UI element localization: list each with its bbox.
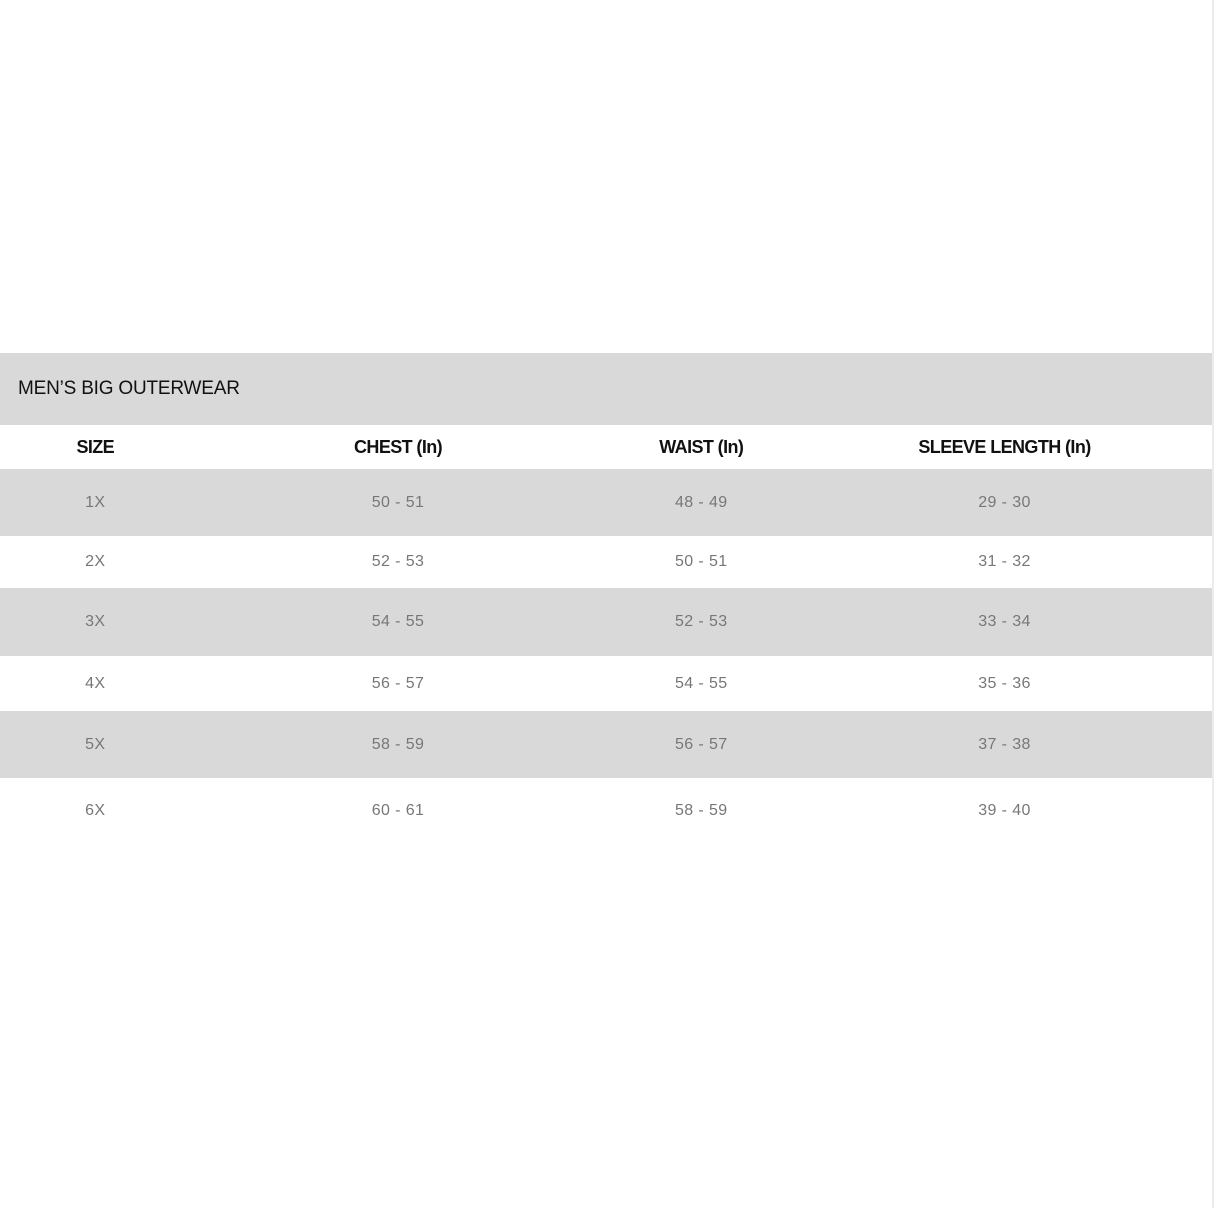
header-waist: WAIST (In): [659, 436, 744, 457]
cell-waist: 54 - 55: [674, 674, 728, 692]
cell-size: 3X: [85, 613, 106, 630]
cell-size: 4X: [85, 674, 106, 692]
table-title-bar: [0, 353, 1212, 425]
cell-size: 1X: [85, 493, 106, 511]
table-title: MEN’S BIG OUTERWEAR: [18, 378, 240, 399]
table-row: [0, 469, 1212, 536]
cell-chest: 60 - 61: [371, 802, 425, 819]
cell-waist: 48 - 49: [674, 493, 728, 511]
header-sleeve-length: SLEEVE LENGTH (In): [918, 436, 1091, 457]
cell-chest: 50 - 51: [371, 493, 425, 511]
cell-chest: 54 - 55: [371, 613, 425, 630]
table-header-row: [0, 425, 1212, 469]
cell-waist: 58 - 59: [674, 802, 728, 819]
cell-waist: 56 - 57: [674, 735, 728, 753]
size-chart-table: [0, 353, 1212, 844]
cell-chest: 52 - 53: [371, 553, 425, 570]
table-row: [0, 536, 1212, 588]
cell-sleeve-length: 37 - 38: [978, 735, 1031, 753]
cell-chest: 58 - 59: [371, 735, 425, 753]
cell-sleeve-length: 35 - 36: [978, 674, 1031, 692]
cell-waist: 52 - 53: [674, 613, 728, 630]
header-chest: CHEST (In): [354, 436, 443, 457]
table-row: [0, 778, 1212, 844]
cell-size: 6X: [85, 802, 106, 819]
table-row: [0, 656, 1212, 711]
header-size: SIZE: [76, 436, 115, 457]
cell-chest: 56 - 57: [371, 674, 425, 692]
cell-sleeve-length: 29 - 30: [978, 493, 1031, 511]
cell-sleeve-length: 33 - 34: [978, 613, 1031, 630]
cell-sleeve-length: 39 - 40: [978, 802, 1031, 819]
cell-size: 5X: [85, 735, 106, 753]
cell-size: 2X: [85, 553, 106, 570]
cell-waist: 50 - 51: [674, 553, 728, 570]
cell-sleeve-length: 31 - 32: [978, 553, 1031, 570]
table-row: [0, 588, 1212, 656]
table-row: [0, 711, 1212, 778]
